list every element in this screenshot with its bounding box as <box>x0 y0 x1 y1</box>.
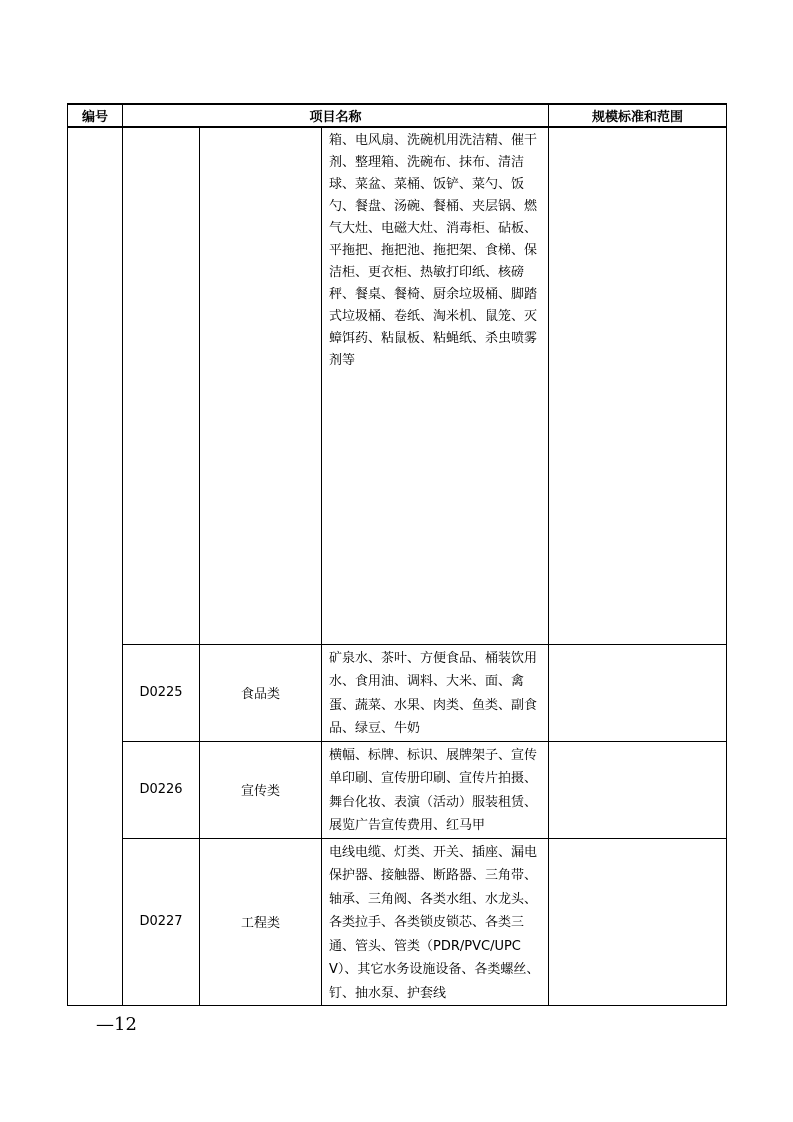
row-category: 宣传类 <box>200 741 322 838</box>
header-scope: 规模标准和范围 <box>549 104 727 127</box>
catalog-table <box>67 103 727 1006</box>
header-item-name: 项目名称 <box>123 104 549 127</box>
row-items: 矿泉水、茶叶、方便食品、桶装饮用水、食用油、调料、大米、面、禽蛋、蔬菜、水果、肉类、鱼类、副食品、绿豆、牛奶 <box>322 644 549 741</box>
row-scope <box>549 127 727 644</box>
row-code <box>123 127 200 644</box>
row-code: D0225 <box>123 644 200 741</box>
row-scope <box>549 644 727 741</box>
table-row <box>68 741 727 838</box>
table-row <box>68 838 727 1006</box>
row-scope <box>549 838 727 1006</box>
header-code: 编号 <box>68 104 123 127</box>
row-code: D0226 <box>123 741 200 838</box>
table-row <box>68 644 727 741</box>
table-row <box>68 127 727 644</box>
row-category <box>200 127 322 644</box>
group-code-cell <box>68 127 123 1006</box>
row-items: 横幅、标牌、标识、展牌架子、宣传单印刷、宣传册印刷、宣传片拍摄、舞台化妆、表演（活动）服装租赁、展览广告宣传费用、红马甲 <box>322 741 549 838</box>
row-items: 电线电缆、灯类、开关、插座、漏电保护器、接触器、断路器、三角带、轴承、三角阀、各类水组、水龙头、各类拉手、各类锁皮锁芯、各类三通、管头、管类（PDR/PVC/UPCV）、其它水务设施设备、各类螺丝、钉、抽水泵、护套线 <box>322 838 549 1006</box>
page-number: —12 <box>96 1014 137 1035</box>
row-items: 箱、电风扇、洗碗机用洗洁精、催干剂、整理箱、洗碗布、抹布、清洁球、菜盆、菜桶、饭铲、菜勺、饭勺、餐盘、汤碗、餐桶、夹层锅、燃气大灶、电磁大灶、消毒柜、砧板、平拖把、拖把池、拖把架、食梯、保洁柜、更衣柜、热敏打印纸、核磅秤、餐桌、餐椅、厨余垃圾桶、脚踏式垃圾桶、卷纸、淘米机、鼠笼、灭蟑饵药、粘鼠板、粘蝇纸、杀虫喷雾剂等 <box>322 127 549 644</box>
row-category: 食品类 <box>200 644 322 741</box>
table-header-row <box>68 104 727 127</box>
row-scope <box>549 741 727 838</box>
row-category: 工程类 <box>200 838 322 1006</box>
row-code: D0227 <box>123 838 200 1006</box>
